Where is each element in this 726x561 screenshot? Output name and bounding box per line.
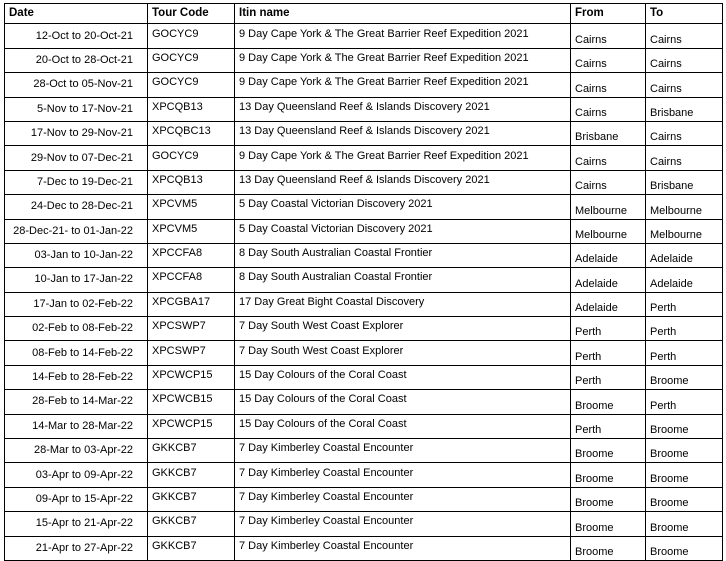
itin-name-cell: 9 Day Cape York & The Great Barrier Reef Expedition 2021 [235, 73, 571, 97]
to-cell: Melbourne [646, 195, 723, 219]
table-row [5, 536, 723, 560]
tour-code-cell: XPCVM5 [148, 195, 235, 219]
to-cell: Adelaide [646, 243, 723, 267]
itin-name-cell: 7 Day South West Coast Explorer [235, 341, 571, 365]
to-cell: Melbourne [646, 219, 723, 243]
date-cell: 24-Dec to 28-Dec-21 [5, 195, 148, 219]
tour-code-cell: GKKCB7 [148, 439, 235, 463]
itin-name-cell: 8 Day South Australian Coastal Frontier [235, 243, 571, 267]
itin-name-cell: 13 Day Queensland Reef & Islands Discovery 2021 [235, 121, 571, 145]
date-cell: 28-Oct to 05-Nov-21 [5, 73, 148, 97]
itin-name-cell: 8 Day South Australian Coastal Frontier [235, 268, 571, 292]
table-row [5, 292, 723, 316]
tour-code-cell: GOCYC9 [148, 146, 235, 170]
from-cell: Adelaide [571, 243, 646, 267]
from-cell: Cairns [571, 48, 646, 72]
itin-name-cell: 9 Day Cape York & The Great Barrier Reef Expedition 2021 [235, 146, 571, 170]
tour-code-cell: GKKCB7 [148, 463, 235, 487]
date-cell: 10-Jan to 17-Jan-22 [5, 268, 148, 292]
header-tour-code: Tour Code [148, 4, 235, 24]
tour-code-cell: GKKCB7 [148, 512, 235, 536]
tour-code-cell: GOCYC9 [148, 48, 235, 72]
tour-code-cell: GOCYC9 [148, 24, 235, 48]
from-cell: Perth [571, 365, 646, 389]
tour-code-cell: XPCWCP15 [148, 414, 235, 438]
tour-code-cell: XPCCFA8 [148, 268, 235, 292]
from-cell: Broome [571, 512, 646, 536]
date-cell: 14-Mar to 28-Mar-22 [5, 414, 148, 438]
table-row [5, 268, 723, 292]
from-cell: Cairns [571, 73, 646, 97]
from-cell: Cairns [571, 24, 646, 48]
date-cell: 5-Nov to 17-Nov-21 [5, 97, 148, 121]
to-cell: Cairns [646, 48, 723, 72]
table-row [5, 97, 723, 121]
from-cell: Perth [571, 341, 646, 365]
table-row [5, 390, 723, 414]
itin-name-cell: 7 Day South West Coast Explorer [235, 317, 571, 341]
header-to: To [646, 4, 723, 24]
tour-code-cell: XPCGBA17 [148, 292, 235, 316]
from-cell: Adelaide [571, 268, 646, 292]
table-row [5, 487, 723, 511]
date-cell: 14-Feb to 28-Feb-22 [5, 365, 148, 389]
date-cell: 7-Dec to 19-Dec-21 [5, 170, 148, 194]
itin-name-cell: 15 Day Colours of the Coral Coast [235, 390, 571, 414]
header-date: Date [5, 4, 148, 24]
to-cell: Broome [646, 439, 723, 463]
to-cell: Perth [646, 317, 723, 341]
to-cell: Broome [646, 512, 723, 536]
from-cell: Broome [571, 487, 646, 511]
tour-code-cell: XPCWCB15 [148, 390, 235, 414]
date-cell: 03-Jan to 10-Jan-22 [5, 243, 148, 267]
to-cell: Perth [646, 292, 723, 316]
date-cell: 12-Oct to 20-Oct-21 [5, 24, 148, 48]
to-cell: Broome [646, 487, 723, 511]
to-cell: Perth [646, 341, 723, 365]
from-cell: Melbourne [571, 219, 646, 243]
itin-name-cell: 13 Day Queensland Reef & Islands Discovery 2021 [235, 170, 571, 194]
itin-name-cell: 7 Day Kimberley Coastal Encounter [235, 487, 571, 511]
from-cell: Broome [571, 536, 646, 560]
itin-name-cell: 9 Day Cape York & The Great Barrier Reef Expedition 2021 [235, 24, 571, 48]
to-cell: Brisbane [646, 97, 723, 121]
date-cell: 29-Nov to 07-Dec-21 [5, 146, 148, 170]
header-itin-name: Itin name [235, 4, 571, 24]
from-cell: Brisbane [571, 121, 646, 145]
from-cell: Perth [571, 414, 646, 438]
date-cell: 02-Feb to 08-Feb-22 [5, 317, 148, 341]
tour-code-cell: XPCSWP7 [148, 341, 235, 365]
date-cell: 03-Apr to 09-Apr-22 [5, 463, 148, 487]
tour-code-cell: XPCQBC13 [148, 121, 235, 145]
to-cell: Cairns [646, 24, 723, 48]
table-row [5, 463, 723, 487]
to-cell: Cairns [646, 121, 723, 145]
date-cell: 17-Jan to 02-Feb-22 [5, 292, 148, 316]
itin-name-cell: 9 Day Cape York & The Great Barrier Reef Expedition 2021 [235, 48, 571, 72]
from-cell: Broome [571, 463, 646, 487]
date-cell: 28-Mar to 03-Apr-22 [5, 439, 148, 463]
date-cell: 08-Feb to 14-Feb-22 [5, 341, 148, 365]
table-row [5, 146, 723, 170]
from-cell: Broome [571, 439, 646, 463]
tour-code-cell: XPCVM5 [148, 219, 235, 243]
itin-name-cell: 13 Day Queensland Reef & Islands Discovery 2021 [235, 97, 571, 121]
itin-name-cell: 5 Day Coastal Victorian Discovery 2021 [235, 219, 571, 243]
from-cell: Cairns [571, 170, 646, 194]
to-cell: Cairns [646, 73, 723, 97]
tour-code-cell: GOCYC9 [148, 73, 235, 97]
tour-code-cell: GKKCB7 [148, 487, 235, 511]
itin-name-cell: 7 Day Kimberley Coastal Encounter [235, 512, 571, 536]
tour-code-cell: XPCSWP7 [148, 317, 235, 341]
tour-code-cell: XPCCFA8 [148, 243, 235, 267]
tour-code-cell: XPCWCP15 [148, 365, 235, 389]
to-cell: Perth [646, 390, 723, 414]
itin-name-cell: 15 Day Colours of the Coral Coast [235, 365, 571, 389]
date-cell: 28-Dec-21- to 01-Jan-22 [5, 219, 148, 243]
from-cell: Broome [571, 390, 646, 414]
table-row [5, 317, 723, 341]
table-row [5, 512, 723, 536]
table-row [5, 341, 723, 365]
to-cell: Broome [646, 536, 723, 560]
date-cell: 17-Nov to 29-Nov-21 [5, 121, 148, 145]
table-row [5, 243, 723, 267]
date-cell: 15-Apr to 21-Apr-22 [5, 512, 148, 536]
itin-name-cell: 15 Day Colours of the Coral Coast [235, 414, 571, 438]
tour-code-cell: XPCQB13 [148, 170, 235, 194]
table-row [5, 195, 723, 219]
to-cell: Broome [646, 365, 723, 389]
itin-name-cell: 5 Day Coastal Victorian Discovery 2021 [235, 195, 571, 219]
to-cell: Broome [646, 414, 723, 438]
from-cell: Adelaide [571, 292, 646, 316]
table-body [5, 24, 723, 561]
table-header [5, 4, 723, 24]
table-row [5, 219, 723, 243]
from-cell: Cairns [571, 97, 646, 121]
itin-name-cell: 17 Day Great Bight Coastal Discovery [235, 292, 571, 316]
tour-schedule-table [4, 3, 723, 561]
from-cell: Cairns [571, 146, 646, 170]
table-row [5, 48, 723, 72]
table-row [5, 24, 723, 48]
to-cell: Brisbane [646, 170, 723, 194]
from-cell: Perth [571, 317, 646, 341]
from-cell: Melbourne [571, 195, 646, 219]
header-from: From [571, 4, 646, 24]
date-cell: 28-Feb to 14-Mar-22 [5, 390, 148, 414]
date-cell: 20-Oct to 28-Oct-21 [5, 48, 148, 72]
itin-name-cell: 7 Day Kimberley Coastal Encounter [235, 536, 571, 560]
itin-name-cell: 7 Day Kimberley Coastal Encounter [235, 463, 571, 487]
date-cell: 09-Apr to 15-Apr-22 [5, 487, 148, 511]
tour-code-cell: XPCQB13 [148, 97, 235, 121]
table-row [5, 439, 723, 463]
header-row [5, 4, 723, 24]
tour-code-cell: GKKCB7 [148, 536, 235, 560]
to-cell: Adelaide [646, 268, 723, 292]
date-cell: 21-Apr to 27-Apr-22 [5, 536, 148, 560]
table-row [5, 414, 723, 438]
table-row [5, 365, 723, 389]
table-row [5, 121, 723, 145]
table-row [5, 170, 723, 194]
to-cell: Broome [646, 463, 723, 487]
table-row [5, 73, 723, 97]
to-cell: Cairns [646, 146, 723, 170]
itin-name-cell: 7 Day Kimberley Coastal Encounter [235, 439, 571, 463]
